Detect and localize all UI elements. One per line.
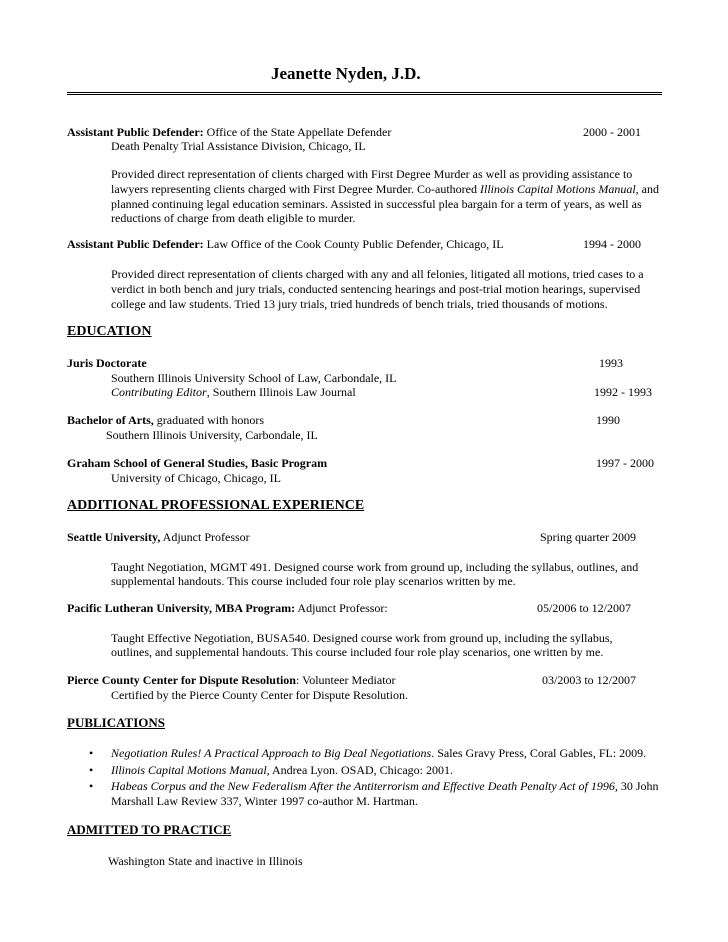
- jd-role-rest: , Southern Illinois Law Journal: [206, 385, 356, 399]
- job-1-desc-line-2: [111, 182, 659, 197]
- publication-3-title: Habeas Corpus and the New Federalism After the Antiterrorism and Effective Death Penalty Act of 1996: [111, 779, 615, 793]
- ba-degree-text: Bachelor of Arts,: [67, 413, 154, 427]
- ba-note: graduated with honors: [153, 413, 265, 427]
- job-2-org: Law Office of the Cook County Public Defender, Chicago, IL: [203, 237, 504, 251]
- ba-school: Southern Illinois University, Carbondale, IL: [106, 428, 318, 442]
- pierce-header: [67, 673, 396, 688]
- jd-date: 1993: [599, 356, 623, 370]
- publication-3: [111, 779, 659, 794]
- job-1-desc-text: lawyers representing clients charged with First Degree Murder. Co-authored: [111, 182, 480, 196]
- job-2-dates: 1994 - 2000: [583, 237, 641, 251]
- job-1-desc-tail: , and: [635, 182, 659, 196]
- graham-degree-text: Graham School of General Studies, Basic Program: [67, 456, 328, 470]
- job-1-dates: 2000 - 2001: [583, 125, 641, 139]
- plu-org: Pacific Lutheran University, MBA Program:: [67, 601, 296, 615]
- plu-dates: 05/2006 to 12/2007: [537, 601, 632, 615]
- job-1-header: [67, 125, 391, 140]
- seattle-dates: Spring quarter 2009: [540, 530, 636, 544]
- publication-bullet: •: [89, 763, 94, 777]
- jd-school: Southern Illinois University School of Law, Carbondale, IL: [111, 371, 397, 385]
- pierce-org: Pierce County Center for Dispute Resolution: [67, 673, 296, 687]
- pierce-desc-1: Certified by the Pierce County Center for Dispute Resolution.: [111, 688, 408, 702]
- ba-degree: [67, 413, 264, 428]
- plu-desc-1: Taught Effective Negotiation, BUSA540. Designed course work from ground up, including the syllabus,: [111, 631, 613, 645]
- publication-3-line-2: Marshall Law Review 337, Winter 1997 co-author M. Hartman.: [111, 794, 418, 808]
- publication-2-title: Illinois Capital Motions Manual,: [111, 763, 270, 777]
- publication-bullet: •: [89, 746, 94, 760]
- pierce-role: : Volunteer Mediator: [295, 673, 396, 687]
- publication-1: [111, 746, 646, 761]
- pierce-dates: 03/2003 to 12/2007: [542, 673, 637, 687]
- job-1-desc-line-3: planned continuing legal education seminars. Assisted in successful plea bargain for a term of years, as well as: [111, 197, 642, 211]
- job-2-title: Assistant Public Defender:: [67, 237, 204, 251]
- job-1-desc-italic: Illinois Capital Motions Manual: [480, 182, 636, 196]
- job-1-org: Office of the State Appellate Defender: [203, 125, 392, 139]
- seattle-desc-2: supplemental handouts. This course included four role play scenarios written by me.: [111, 574, 516, 588]
- ba-date: 1990: [596, 413, 620, 427]
- education-heading: EDUCATION: [67, 324, 152, 339]
- admitted-heading: ADMITTED TO PRACTICE: [67, 822, 232, 837]
- seattle-org: Seattle University,: [67, 530, 161, 544]
- job-1-desc-line-4: reductions of charge from death eligible to murder.: [111, 211, 356, 225]
- seattle-role: Adjunct Professor: [160, 530, 250, 544]
- job-2-desc-line-3: college and law students. Tried 13 jury trials, tried hundreds of bench trials, tried thousands of motions.: [111, 297, 608, 311]
- publication-2-rest: Andrea Lyon. OSAD, Chicago: 2001.: [269, 763, 453, 777]
- jd-degree: [67, 356, 147, 371]
- job-1-division: Death Penalty Trial Assistance Division, Chicago, IL: [111, 139, 366, 153]
- jd-role: [111, 385, 356, 400]
- graham-degree: [67, 456, 327, 471]
- seattle-desc-1: Taught Negotiation, MGMT 491. Designed course work from ground up, including the syllabus, outlines, and: [111, 560, 639, 574]
- publication-3-rest: , 30 John: [614, 779, 659, 793]
- graham-date: 1997 - 2000: [596, 456, 654, 470]
- job-2-desc-line-1: Provided direct representation of clients charged with any and all felonies, litigated all motions, tried cases to a: [111, 267, 644, 281]
- publication-2: [111, 763, 453, 778]
- seattle-header: [67, 530, 250, 545]
- header-divider: [67, 92, 662, 95]
- resume-name: Jeanette Nyden, J.D.: [271, 64, 421, 83]
- job-1-desc-line-1: Provided direct representation of clients charged with First Degree Murder as well as providing assistance to: [111, 167, 633, 181]
- job-2-desc-line-2: verdict in both bench and jury trials, conducted sentencing hearings and post-trial motion hearings, supervised: [111, 282, 641, 296]
- publication-bullet: •: [89, 779, 94, 793]
- job-2-header: [67, 237, 504, 252]
- graham-school: University of Chicago, Chicago, IL: [111, 471, 281, 485]
- admitted-text: Washington State and inactive in Illinois: [108, 854, 303, 868]
- publications-heading: PUBLICATIONS: [67, 715, 166, 730]
- plu-role: Adjunct Professor:: [295, 601, 388, 615]
- plu-header: [67, 601, 388, 616]
- job-1-title: Assistant Public Defender:: [67, 125, 204, 139]
- publication-1-title: Negotiation Rules! A Practical Approach to Big Deal Negotiations: [111, 746, 432, 760]
- jd-degree-text: Juris Doctorate: [67, 356, 147, 370]
- jd-role-italic: Contributing Editor: [111, 385, 207, 399]
- additional-heading: ADDITIONAL PROFESSIONAL EXPERIENCE: [67, 498, 365, 513]
- publication-1-rest: . Sales Gravy Press, Coral Gables, FL: 2009.: [431, 746, 647, 760]
- jd-role-dates: 1992 - 1993: [594, 385, 652, 399]
- plu-desc-2: outlines, and supplemental handouts. This course included four role play scenarios, one written by me.: [111, 645, 604, 659]
